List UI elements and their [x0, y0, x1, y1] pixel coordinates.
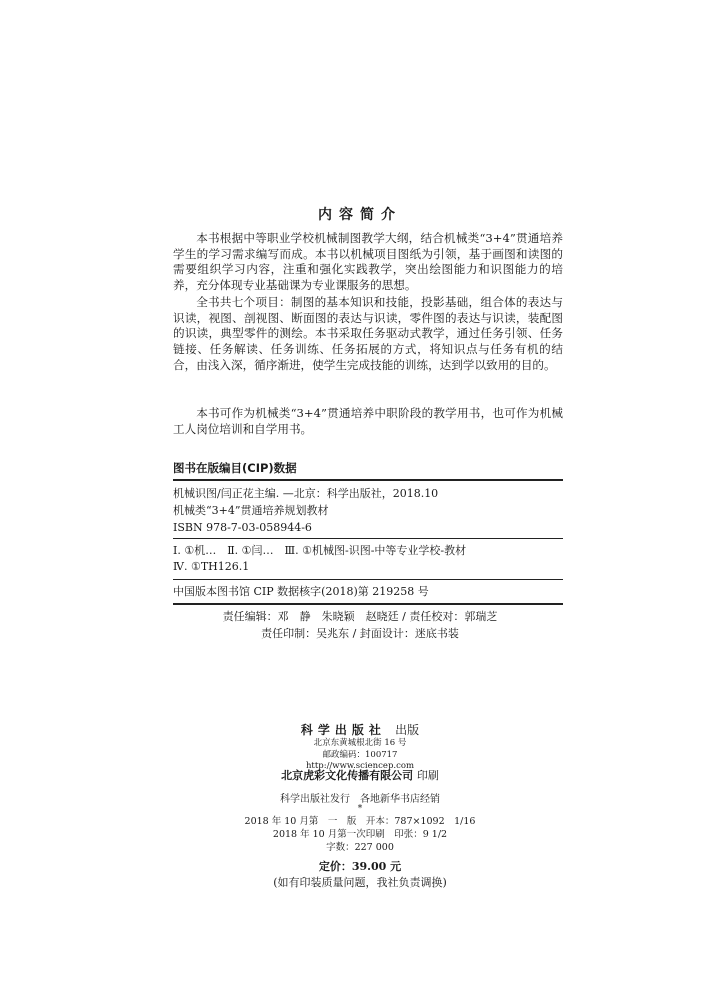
edition-line: 2018 年 10 月第 一 版 开本：787×1092 1/16	[244, 816, 476, 827]
publisher-label: 科学出版社	[300, 723, 386, 737]
cip-mid-rule	[173, 538, 563, 539]
printer-name	[0, 767, 720, 783]
separator-star: *	[357, 804, 363, 814]
distribution-line: 科学出版社发行 各地新华书店经销	[280, 794, 440, 805]
publisher-website: http://www.sciencep.com	[305, 761, 415, 771]
cip-bottom-rule	[173, 603, 563, 605]
word-count: 字数：227 000	[326, 842, 394, 853]
printer-suffix: 印刷	[416, 769, 439, 782]
cip-lower-rule	[173, 579, 563, 580]
summary-paragraph-2: 全书共七个项目：制图的基本知识和技能，投影基础，组合体的表达与识读，视图、剖视图、断面图的表达与识读，零件图的表达与识读，装配图的识读，典型零件的测绘。本书采取任务驱动式教学，通过任务引领、任务链接、任务解读、任务训练、任务拓展的方式，将知识点与任务有机的结合，由浅入深，循序渐进，使学生完成技能的训练，达到学以致用的目的。	[173, 295, 563, 372]
cip-line-series: 机械类“3+4”贯通培养规划教材	[173, 504, 329, 517]
cip-line-isbn: ISBN 978-7-03-058944-6	[173, 521, 312, 534]
summary-paragraph-1: 本书根据中等职业学校机械制图教学大纲，结合机械类“3+4”贯通培养学生的学习需求编写而成。本书以机械项目图纸为引领，基于画图和读图的需要组织学习内容，注重和强化实践教学，突出绘图能力和识图能力的培养，充分体现专业基础课为专业课服务的思想。	[173, 231, 563, 293]
cip-top-rule	[173, 479, 563, 481]
publisher-name	[0, 721, 720, 738]
summary-paragraph-3: 本书可作为机械类“3+4”贯通培养中职阶段的教学用书，也可作为机械工人岗位培训和自学用书。	[173, 406, 563, 436]
printing-line: 2018 年 10 月第一次印刷 印张：9 1/2	[272, 829, 448, 840]
credits-line-1: 责任编辑：邓 静 朱晓颖 赵晓廷 / 责任校对：郭瑞芝	[222, 610, 498, 623]
printer-label: 北京虎彩文化传播有限公司	[281, 769, 414, 782]
cip-line-title: 机械识图/闫正花主编. —北京：科学出版社，2018.10	[173, 487, 439, 500]
cip-line-clc: Ⅳ. ①TH126.1	[173, 560, 250, 573]
cip-line-classification: Ⅰ. ①机… Ⅱ. ①闫… Ⅲ. ①机械图-识图-中等专业学校-教材	[173, 544, 467, 557]
quality-note: (如有印装质量问题，我社负责调换)	[273, 876, 447, 889]
publisher-postcode: 邮政编码：100717	[322, 750, 398, 760]
cip-header: 图书在版编目(CIP)数据	[173, 461, 297, 475]
credits-line-2: 责任印制：吴兆东 / 封面设计：迷底书装	[261, 627, 459, 640]
price: 定价：39.00 元	[318, 860, 402, 873]
publisher-address: 北京东黄城根北街 16 号	[313, 738, 407, 748]
publisher-suffix: 出版	[395, 723, 420, 737]
cip-line-record: 中国版本图书馆 CIP 数据核字(2018)第 219258 号	[173, 585, 429, 598]
summary-title: 内容简介	[318, 207, 402, 223]
